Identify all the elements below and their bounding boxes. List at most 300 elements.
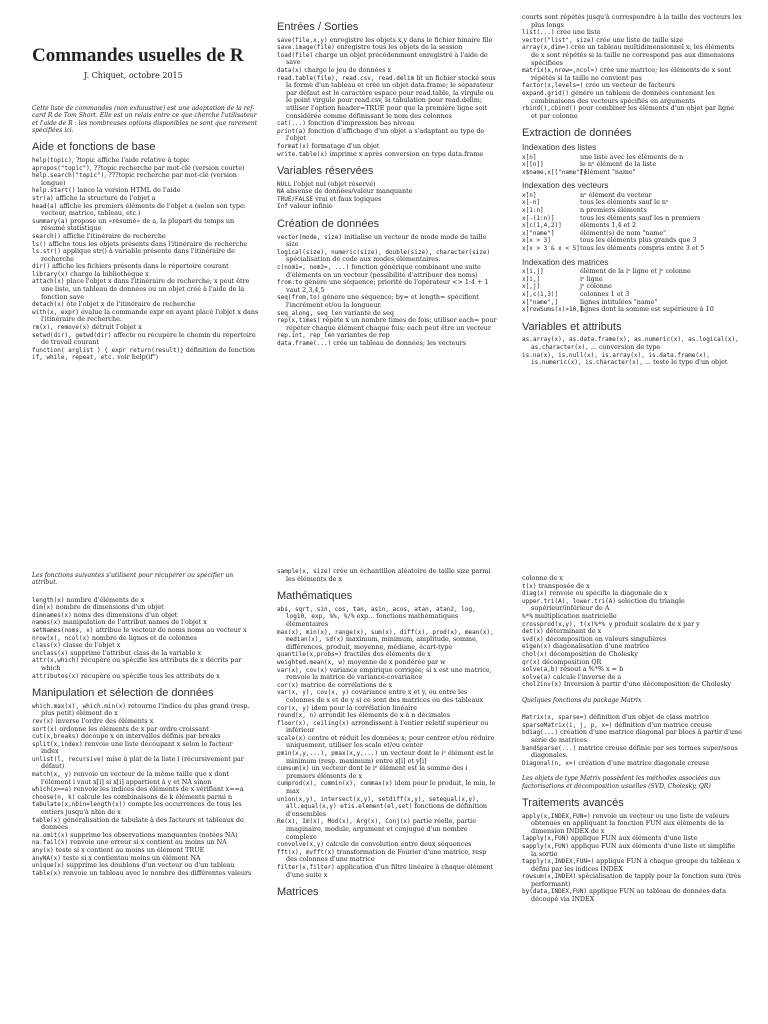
code: var(x), cov(x)	[277, 666, 328, 674]
description: voir help(if")	[115, 353, 159, 362]
index-expression: x[,c(1,3)]	[522, 291, 559, 298]
index-expression: x["name",]	[522, 298, 559, 306]
description: l'objet nul (objet réservé)	[291, 179, 376, 188]
entry	[277, 294, 497, 309]
subsection-heading: Indexation des vecteurs	[522, 181, 609, 191]
description: produit scalaire de x par y	[612, 619, 700, 628]
entry	[32, 172, 260, 187]
code: which.max(x), which.min(x)	[32, 702, 126, 710]
intro-text: Cette liste de commandes (non exhaustive) est une adaptation de la ref-card R de Tom Short. Elle est un relais entre ce que cherche l'utilisateur et l'aide de R : les nombreuses options disponibles ne sont que rarement spécifiées ici.	[32, 105, 258, 135]
description: fonction d'impression bas niveau	[305, 119, 415, 128]
index-meaning: élément de la iᵉ ligne et jᵉ colonne	[580, 267, 691, 276]
code: fft(x), mvfft(x)	[277, 848, 335, 856]
code: names(x)	[32, 619, 61, 627]
code: cor(x, y)	[277, 704, 310, 712]
description: calcule les combinaisons de k éléments parmi n	[75, 792, 233, 801]
code: rm(x), remove(x)	[32, 324, 90, 332]
description: calcule de convolution entre deux séquences	[323, 840, 472, 849]
description: résout a %*% x = b	[558, 665, 624, 674]
code: seq(from,to)	[277, 294, 321, 302]
entry	[277, 735, 497, 750]
code: TRUE/FALSE	[277, 195, 314, 203]
description: applique FUN aux éléments d'une liste	[568, 834, 698, 843]
column-3-bottom	[522, 575, 742, 904]
entry	[522, 843, 742, 858]
index-meaning: le nᵉ élément de la liste	[580, 160, 657, 169]
entry-list	[522, 714, 742, 767]
code: Re(x), Im(x), Mod(x), Arg(x), Conj(x)	[277, 818, 411, 826]
entry-list	[277, 37, 497, 159]
code: ls.str()	[32, 248, 61, 256]
description: génère un tableau de données contenant les combinaisons des vecteurs spécifiés en arguments	[531, 88, 715, 105]
description: nombre d'éléments de x	[64, 595, 145, 604]
description: lance la version HTML de l'aide	[75, 186, 181, 195]
index-row	[522, 268, 742, 276]
description: applique FUN à chaque groupe du tableau x défini par les indices INDEX	[531, 857, 741, 873]
description: imprime x après conversion en type data.frame	[327, 149, 484, 158]
entry	[277, 864, 497, 879]
entry	[522, 90, 742, 105]
entry	[277, 188, 497, 196]
description: charge le jeu de données x	[302, 65, 392, 74]
description: affiche les fichiers présents dans le répertoire courant	[50, 262, 229, 271]
code: cumprod(x), cummin(x), cummax(x)	[277, 780, 393, 788]
code: unique(x)	[32, 862, 65, 870]
description: décomposition en valeurs singulières	[543, 634, 667, 643]
code: ls()	[32, 240, 47, 248]
entry	[522, 67, 742, 82]
entry-list	[522, 575, 742, 689]
description: vrai et faux logiques	[313, 194, 382, 203]
code: bandSparse(...)	[522, 744, 577, 752]
entry-list	[522, 813, 742, 904]
code: scale(x)	[277, 734, 306, 742]
index-table	[522, 192, 742, 253]
code: sample(x, size)	[277, 568, 332, 575]
code: filter(x,filter)	[277, 863, 335, 871]
index-row	[522, 245, 742, 253]
description: supprime les doublons d'un vecteur ou d'un tableau	[64, 861, 235, 870]
description: spécialisation de tapply pour la fonction sum (très performant)	[531, 872, 741, 888]
description: ordonne les éléments de x par ordre croissant	[57, 724, 209, 733]
index-expression: x[-n]	[522, 199, 541, 207]
code: na.fail(x)	[32, 839, 69, 847]
code: length(x)	[32, 596, 65, 604]
description: déterminant de x	[543, 627, 602, 636]
entry	[522, 14, 742, 29]
description: applique str() à variable présente dans l'itinéraire de recherche	[41, 247, 235, 263]
matrix-note: Les objets de type Matrix possèdent les méthodes associées aux factorisations et décomposition usuelles (SVD, Cholesky, QR)	[522, 775, 721, 790]
code: cor(x)	[277, 681, 299, 689]
description: propose un «résumé» de a, la plupart du temps un résumé statistique	[41, 216, 235, 233]
entry	[277, 818, 497, 841]
description: récupère ou spécifie tous les attributs de x	[78, 671, 220, 680]
description: crée une matrice; les éléments de x sont répétés si la taille ne convient pas	[531, 66, 732, 82]
index-expression: x[c(1,4,2)]	[522, 222, 562, 230]
code: bdiag(...)	[522, 729, 559, 737]
entry	[32, 354, 260, 362]
code: attach(x)	[32, 278, 65, 286]
code: match(x, y)	[32, 771, 72, 779]
index-meaning: iᵉ ligne	[580, 274, 603, 283]
code: save.image(file)	[277, 44, 335, 52]
code: nrow(x), ncol(x)	[32, 634, 90, 642]
code: setNames(noms, x)	[32, 626, 94, 634]
description: supprime les observations manquantes (notées NA)	[68, 830, 238, 839]
index-meaning: l'élément "name"	[580, 167, 636, 176]
description: nombre de lignes et de colonnes	[89, 633, 197, 642]
attribute-intro: Les fonctions suivantes s'utilisent pour récupérer ou spécifier un attribut.	[32, 572, 234, 587]
code: help.search("topic")	[32, 172, 105, 180]
description: décomposition QR	[540, 657, 602, 666]
entry	[32, 248, 260, 263]
code: cat(...)	[277, 120, 306, 128]
code: dimnames(x)	[32, 611, 72, 619]
section-heading: Entrées / Sorties	[277, 21, 359, 33]
entry	[522, 681, 742, 689]
description: retourne l'indice du plus grand (resp. plus petit) élément de x	[41, 701, 250, 718]
entry	[32, 870, 252, 878]
description: colonne de x	[522, 574, 563, 582]
code: upper.tri(A), lower.tri(A)	[522, 597, 616, 605]
description: , ?topic affiche l'aide relative à topic	[71, 155, 190, 164]
description: un vecteur dont le iᵉ élément est la somme des i premiers éléments de x	[286, 764, 468, 780]
code: apropos("topic")	[32, 164, 90, 172]
column-1-bottom	[32, 568, 252, 877]
index-expression: x["name"]	[522, 229, 555, 237]
description: crée une liste	[554, 28, 601, 37]
description: renvoie un vecteur ou une liste de valeurs obtenues en appliquant la fonction FUN aux éléments de la dimension INDEX de x	[531, 811, 730, 835]
description: charge la bibliothèque x	[68, 269, 149, 278]
description: récupère ou spécifie les attributs de x décrits par which	[41, 656, 242, 672]
code: from:to	[277, 279, 303, 287]
code: seq_along, seq_len	[277, 309, 343, 317]
index-expression: x[i,j]	[522, 268, 544, 276]
entry-list	[32, 597, 252, 681]
code: print(a)	[277, 127, 306, 135]
description: centre et réduit les données x; pour centrer et/ou réduire uniquement, utiliser les scale et/ou center	[286, 733, 495, 750]
entry	[32, 703, 252, 718]
entry	[522, 105, 742, 120]
code: apply(x,INDEX,FUN=)	[522, 812, 591, 820]
description: crée un vecteur de facteurs	[583, 81, 675, 90]
description: charge un objet précédemment enregistré à l'aide de save	[286, 50, 488, 67]
code: Diagonal(n, x=)	[522, 759, 577, 767]
description: crée une liste de taille size	[594, 35, 684, 44]
author-date: J. Chiquet, octobre 2015	[84, 70, 183, 80]
description: transposée de x	[536, 581, 590, 590]
entry	[32, 278, 260, 301]
entry	[522, 659, 742, 667]
description: compte les occurrences de tous les entiers jusqu'à nbin de x	[41, 800, 242, 817]
code: data(x)	[277, 66, 303, 74]
index-expression: x$name,x[["name"]]	[522, 168, 588, 176]
entry-list	[277, 181, 497, 211]
code: class(x)	[32, 642, 61, 650]
code: sparseMatrix(i, j, p, x=)	[522, 721, 613, 729]
entry	[32, 332, 260, 347]
description: matrice de corrélations de x	[298, 680, 393, 689]
index-expression: x[[n]]	[522, 161, 544, 169]
code: eigen(x)	[522, 643, 551, 651]
description: application d'un filtre linéaire à chaque élément d'une suite x	[286, 862, 493, 879]
description: définition de fonction	[183, 345, 256, 354]
description: selection du triangle supérieur/inférieur de A	[531, 596, 685, 613]
description: idem pour le produit, le min, le max	[286, 779, 496, 796]
entry	[277, 796, 497, 819]
description: crée un tableau de données; les vecteurs	[331, 338, 466, 347]
index-row	[522, 169, 742, 177]
description: classe de l'objet x	[60, 641, 121, 650]
code: rowsum(x,INDEX)	[522, 873, 577, 881]
description: formatage d'un objet	[309, 141, 380, 150]
code: dim(x)	[32, 604, 54, 612]
entry	[522, 813, 742, 836]
description: , ???topic recherche par mot-clé (version longue)	[41, 171, 237, 187]
code: chol2inv(x)	[522, 681, 562, 689]
code: as.array(x), as.data.frame(x), as.numeric(x), as.logical(x), as.character(x),	[522, 336, 739, 351]
code: format(x)	[277, 142, 310, 150]
entry	[32, 801, 252, 816]
code: NA	[277, 188, 285, 196]
entry	[32, 756, 252, 771]
code: max(x), min(x), range(x), sum(x), diff(x), prod(x), mean(x), median(x), sd(x)	[277, 628, 494, 644]
entry	[522, 888, 742, 903]
description: noms des dimensions d'un objet	[71, 610, 178, 619]
entry	[277, 720, 497, 735]
index-row	[522, 306, 742, 314]
description: courts sont répétés jusqu'à correspondre à la taille des vecteurs les plus longs	[522, 13, 742, 29]
description: partie réelle, partie imaginaire, module, argument et conjugué d'un nombre complexe	[286, 817, 476, 841]
code: quantile(x,probs=)	[277, 651, 343, 659]
code: if, while, repeat, etc.	[32, 354, 116, 362]
description: Inversion à partir d'une décomposition de Cholesky	[561, 680, 732, 689]
index-meaning: jᵉ colonne	[580, 282, 612, 291]
code: abs, sqrt, sin, cos, tan, asin, acos, atan, atan2, log, log10, exp, %%, %/%	[277, 605, 476, 621]
code: Matrix(x, sparse=)	[522, 714, 588, 722]
index-expression: x[rowSums(x)>10,]	[522, 306, 584, 314]
index-meaning: n premiers éléments	[580, 206, 647, 215]
description: nombre de dimensions d'un objet	[53, 603, 164, 612]
code: rev(x)	[32, 717, 54, 725]
entry	[32, 771, 252, 786]
description: affiche la structure de l'objet a	[53, 193, 156, 202]
index-meaning: nᵉ élément du vecteur	[580, 190, 652, 199]
code: detach(x)	[32, 301, 65, 309]
index-expression: x[x > 3]	[522, 237, 551, 245]
code: table(x)	[32, 869, 61, 877]
code: table(x)	[32, 816, 61, 824]
code: save(file,x,y)	[277, 36, 328, 44]
code: library(x)	[32, 270, 69, 278]
description: arrondissent à l'entier relatif supérieur ou inférieur	[286, 718, 489, 735]
description: inverse l'ordre des éléments x	[53, 716, 154, 725]
code: head(a)	[32, 202, 58, 210]
entry	[32, 673, 252, 681]
description: crée un tableau multidimensionnel x; les éléments de x sont répétés si la taille ne correspond pas aux dimensions spécifiées	[531, 43, 735, 67]
section-heading: Traitements avancés	[522, 796, 624, 809]
description: supprime l'attribut class de la variable x	[68, 648, 202, 657]
index-expression: x[n]	[522, 191, 537, 199]
code: sort(x)	[32, 725, 58, 733]
description: covariance entre x et y, ou entre les colonnes de x et de y si ce sont des matrices ou des tableaux	[286, 688, 484, 704]
description: mise à plat de la liste l (récursivement par défaut)	[41, 754, 244, 771]
code: write.table(x)	[277, 150, 328, 158]
code: svd(x)	[522, 635, 544, 643]
entry	[277, 667, 497, 682]
entry	[522, 44, 742, 67]
page-title: Commandes usuelles de R	[32, 45, 244, 66]
description: détruit l'objet x	[89, 323, 142, 332]
description: définition d'un matrice creuse	[612, 720, 712, 729]
description: affiche tous les objets présents dans l'itinéraire de recherche	[46, 239, 248, 248]
description: génère une séquence; priorité de l'opérateur <> 1:4 + 1 vaut 2,3,4,5	[286, 278, 489, 294]
description: ... conversion de type	[588, 342, 661, 351]
entry	[277, 765, 497, 780]
description: initialise un vecteur de mode mode de taille size	[286, 232, 487, 249]
section-heading: Variables et attributs	[522, 320, 622, 333]
description: fonction générique combinant une suite d'éléments en un vecteur (possibilité d'attribuer des noms)	[286, 263, 481, 279]
entry	[32, 309, 260, 324]
entry	[277, 264, 497, 279]
section-heading: Matrices	[277, 886, 319, 899]
subsection-heading: Indexation des matrices	[522, 257, 609, 267]
code: c(nom1=, nom2=, ...)	[277, 264, 350, 272]
code: read.table(file), read.csv, read.delim	[277, 74, 415, 82]
section-heading: Variables réservées	[277, 165, 374, 178]
code: rep(x,times)	[277, 317, 321, 325]
entry	[277, 568, 497, 583]
description: renvoie les indices des éléments de x vérifiant x==a	[71, 785, 244, 794]
description: attribue le vecteur de noms noms au vecteur x	[93, 625, 247, 634]
code: split(x,index)	[32, 740, 83, 748]
description: idem pour la corrélation linéaire	[309, 703, 418, 712]
code: unlist(l, recursive)	[32, 755, 105, 763]
description: renvoie ou spécifie la diagonale de x	[547, 589, 668, 598]
description: spécialisation de code aux modes élémentaires.	[286, 255, 441, 264]
description: transformation de Fourier d'une matrice, resp des colonnes d'une matrice	[286, 847, 487, 864]
code: weighted.mean(x, w)	[277, 658, 346, 666]
section-heading: Mathématiques	[277, 590, 353, 603]
description: manipulation de l'attribut names de l'objet x	[60, 618, 207, 627]
code: logical(size), numeric(size), double(size), character(size)	[277, 248, 491, 256]
index-meaning: tous les éléments sauf le nᵉ	[580, 198, 669, 207]
index-expression: x[-(1:n)]	[522, 214, 555, 222]
code: data.frame(...)	[277, 339, 332, 347]
index-row	[522, 276, 742, 284]
code: which(x==a)	[32, 786, 72, 794]
code: %*%	[522, 612, 533, 620]
index-row	[522, 283, 742, 291]
description: variantes de rep	[334, 331, 390, 340]
code: lapply(x,FUN)	[522, 835, 569, 843]
index-expression: x[n]	[522, 153, 537, 161]
entry-list	[32, 703, 252, 878]
index-meaning: lignes dont la somme est supérieure à 10	[580, 305, 714, 314]
code: vector("list", size)	[522, 36, 595, 44]
code: convolve(x,y)	[277, 841, 324, 849]
entry	[32, 218, 260, 233]
description: pour combiner les éléments d'un objet par ligne et par colonne	[531, 104, 735, 120]
description: place l'objet x dans l'itinéraire de recherche; x peut être une liste, un tableau de données ou un objet créé à l'aide de la fonction save	[41, 277, 250, 301]
entry	[277, 151, 497, 159]
description: découpe x en intervalles définis par breaks	[78, 732, 221, 741]
code: rbind(),cbind()	[522, 105, 577, 113]
code: search()	[32, 232, 61, 240]
index-expression: x[1:n]	[522, 207, 544, 215]
code: var(x, y), cov(x, y)	[277, 689, 350, 697]
description: évalue la commande expr en ayant placé l'objet x dans l'itinéraire de recherche.	[41, 307, 259, 324]
code: array(x,dim=)	[522, 44, 569, 52]
description: crée un échantillon aléatoire de taille size parmi les éléments de x	[286, 567, 491, 583]
entry-list	[522, 14, 742, 120]
code: setwd(dir), getwd(dir)	[32, 331, 112, 339]
description: fonction d'affichage d'un objet a s'adaptant au type de l'objet	[286, 126, 485, 143]
code: function( arglist ) { expr return(result)}	[32, 346, 184, 354]
code: qr(x)	[522, 658, 541, 666]
entry-list	[32, 157, 260, 362]
description: applique FUN aux éléments d'une liste et simplifie la sortie	[531, 841, 736, 858]
entry	[277, 849, 497, 864]
code: by(data,INDEX,FUN)	[522, 888, 588, 896]
description: moyenne de x pondérée par w	[345, 657, 446, 666]
code: det(x)	[522, 628, 544, 636]
entry	[277, 780, 497, 795]
code: attributes(x)	[32, 672, 79, 680]
index-meaning: colonnes 1 et 3	[580, 290, 630, 298]
index-meaning: élément(s) de nom "name"	[580, 228, 667, 237]
description: renvoie un vecteur de la même taille que x dont l'élément i vaut x[i] si x[i] appartient à y et NA sinon	[41, 770, 229, 786]
code: factor(x,levels=)	[522, 82, 584, 90]
entry-list	[277, 568, 497, 583]
code: list(...)	[522, 29, 555, 37]
code: diag(x)	[522, 590, 548, 598]
code: matrix(x,nrow=,ncol=)	[522, 67, 598, 75]
entry	[32, 203, 260, 218]
entry	[522, 336, 742, 351]
code: pmin(x,y,...), pmax(x,y,...)	[277, 750, 379, 758]
description: création d'une matrice diagonal par blocs à partir d'une série de matrices	[531, 728, 742, 744]
code: expand.grid()	[522, 89, 569, 97]
code: t(x)	[522, 582, 537, 590]
description: multiplication matricielle	[532, 611, 617, 620]
description: fractiles des éléments de x	[342, 650, 431, 659]
code: cut(x,breaks)	[32, 733, 79, 741]
subsection-heading: Indexation des listes	[522, 142, 597, 152]
description: matrice creuse définie par ses termes super/sous diagonales.	[531, 743, 738, 760]
entry-list	[522, 336, 742, 366]
section-heading: Manipulation et sélection de données	[32, 687, 214, 700]
index-meaning: tous les éléments compris entre 3 et 5	[580, 244, 705, 253]
description: définition d'un objet de class matrice	[587, 713, 710, 722]
entry	[277, 606, 497, 629]
code: tapply(x,INDEX,FUN=)	[522, 858, 595, 866]
entry	[522, 858, 742, 873]
description: lit un fichier stocké sous la forme d'un tableau et crée un objet data.frame; le séparateur par défaut est le caractère espace pour read.table, la virgule ou le point virgule pour read.csv, la tabulation pour read.delim; utiliser l'option header=TRUE pour que la première ligne soit considérée comme définissant le nom des colonnes	[286, 73, 496, 120]
code: attr(x,which)	[32, 657, 79, 665]
entry	[277, 52, 497, 67]
column-2-bottom	[277, 568, 497, 902]
description: affiche l'itinéraire de recherche	[60, 231, 166, 240]
description: valeur infinie	[287, 202, 333, 211]
column-3-top	[522, 14, 742, 367]
code: sapply(x,FUN)	[522, 842, 569, 850]
index-expression: x[x > 3 & x < 5]	[522, 245, 580, 253]
code: crossprod(x,y), t(x)%*% y	[522, 620, 613, 628]
code: solve(a,b)	[522, 666, 559, 674]
description: fonctions de définition d'ensembles	[286, 802, 488, 818]
entry	[277, 279, 497, 294]
